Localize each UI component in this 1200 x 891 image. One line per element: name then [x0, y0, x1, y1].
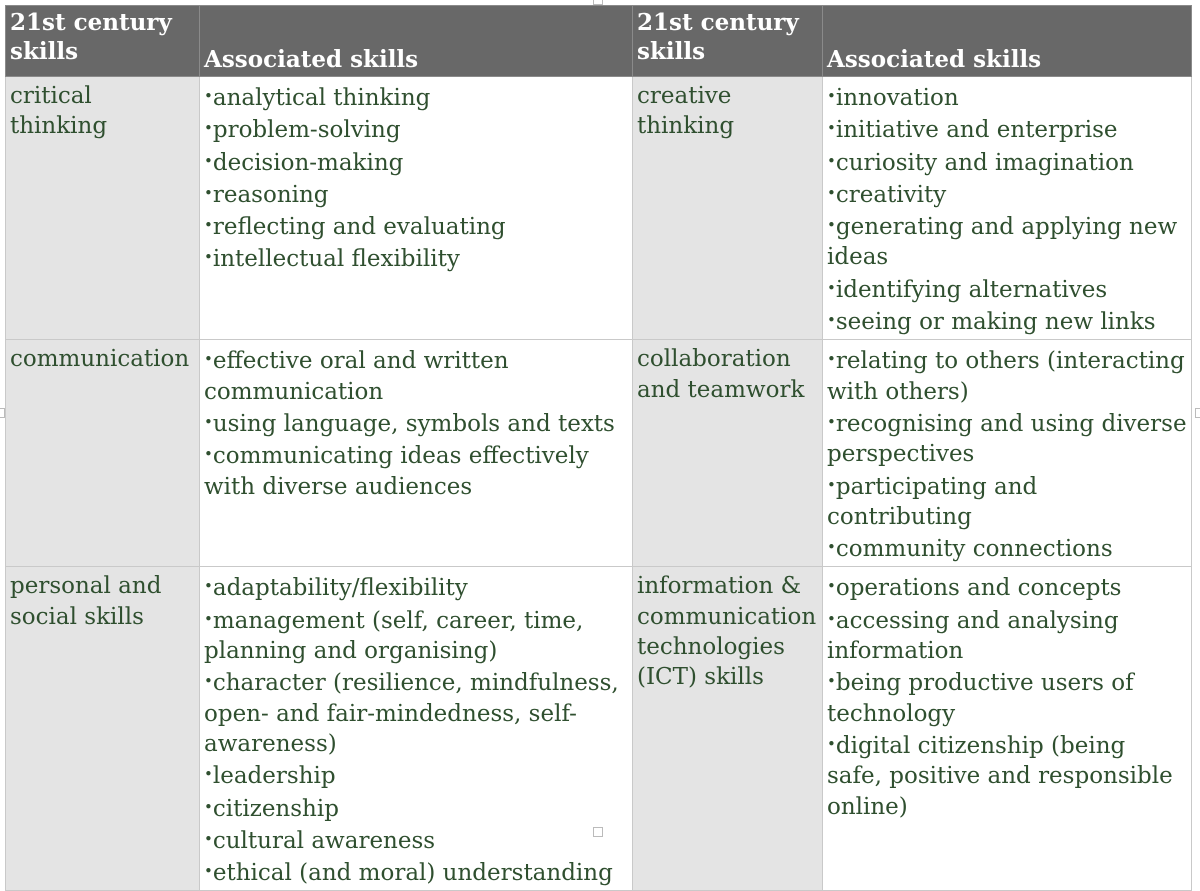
skills-table	[5, 5, 1192, 891]
skill-category-cell: creative thinking	[633, 77, 823, 340]
skills-list	[204, 344, 628, 501]
list-item: • creativity	[827, 178, 1187, 210]
list-item: • analytical thinking	[204, 81, 628, 113]
list-item: • effective oral and written communication	[204, 344, 628, 407]
list-item: • relating to others (interacting with others)	[827, 344, 1187, 407]
list-item: • adaptability/flexibility	[204, 571, 628, 603]
list-item: • problem-solving	[204, 113, 628, 145]
list-item: • ethical (and moral) understanding	[204, 856, 628, 888]
list-item: • reasoning	[204, 178, 628, 210]
list-item: • management (self, career, time, planning and organising)	[204, 604, 628, 667]
associated-skills-cell	[200, 567, 633, 891]
list-item: • intellectual flexibility	[204, 242, 628, 274]
skill-category-cell: collaboration and teamwork	[633, 340, 823, 567]
header-21st-century-skills-right: 21st century skills	[633, 6, 823, 77]
skills-list	[827, 344, 1187, 564]
header-associated-skills-left: Associated skills	[200, 6, 633, 77]
skills-list	[827, 81, 1187, 337]
list-item: • initiative and enterprise	[827, 113, 1187, 145]
associated-skills-cell	[823, 340, 1192, 567]
skills-list	[827, 571, 1187, 821]
list-item: • communicating ideas effectively with diverse audiences	[204, 439, 628, 502]
list-item: • digital citizenship (being safe, positive and responsible online)	[827, 729, 1187, 822]
header-row	[6, 6, 1192, 77]
list-item: • community connections	[827, 532, 1187, 564]
table-row	[6, 567, 1192, 891]
list-item: • leadership	[204, 759, 628, 791]
list-item: • curiosity and imagination	[827, 146, 1187, 178]
list-item: • recognising and using diverse perspectives	[827, 407, 1187, 470]
associated-skills-cell	[200, 340, 633, 567]
skill-category-cell: information & communication technologies (ICT) skills	[633, 567, 823, 891]
list-item: • innovation	[827, 81, 1187, 113]
list-item: • being productive users of technology	[827, 666, 1187, 729]
skill-category-cell: communication	[6, 340, 200, 567]
list-item: • decision-making	[204, 146, 628, 178]
header-21st-century-skills-left: 21st century skills	[6, 6, 200, 77]
list-item: • generating and applying new ideas	[827, 210, 1187, 273]
list-item: • participating and contributing	[827, 470, 1187, 533]
list-item: • reflecting and evaluating	[204, 210, 628, 242]
associated-skills-cell	[823, 567, 1192, 891]
skill-category-cell: critical thinking	[6, 77, 200, 340]
skills-list	[204, 81, 628, 275]
associated-skills-cell	[200, 77, 633, 340]
table-resize-handle-top[interactable]	[593, 0, 603, 5]
skills-list	[204, 571, 628, 888]
associated-skills-cell	[823, 77, 1192, 340]
table-row	[6, 340, 1192, 567]
list-item: • citizenship	[204, 792, 628, 824]
header-associated-skills-right: Associated skills	[823, 6, 1192, 77]
table-resize-handle-left[interactable]	[0, 408, 5, 418]
list-item: • accessing and analysing information	[827, 604, 1187, 667]
skill-category-cell: personal and social skills	[6, 567, 200, 891]
table-row	[6, 77, 1192, 340]
list-item: • identifying alternatives	[827, 273, 1187, 305]
list-item: • operations and concepts	[827, 571, 1187, 603]
list-item: • seeing or making new links	[827, 305, 1187, 337]
list-item: • character (resilience, mindfulness, open- and fair-mindedness, self-awareness)	[204, 666, 628, 759]
list-item: • using language, symbols and texts	[204, 407, 628, 439]
table-resize-handle-right[interactable]	[1195, 408, 1200, 418]
list-item: • cultural awareness	[204, 824, 628, 856]
table-resize-handle-bottom[interactable]	[593, 827, 603, 837]
